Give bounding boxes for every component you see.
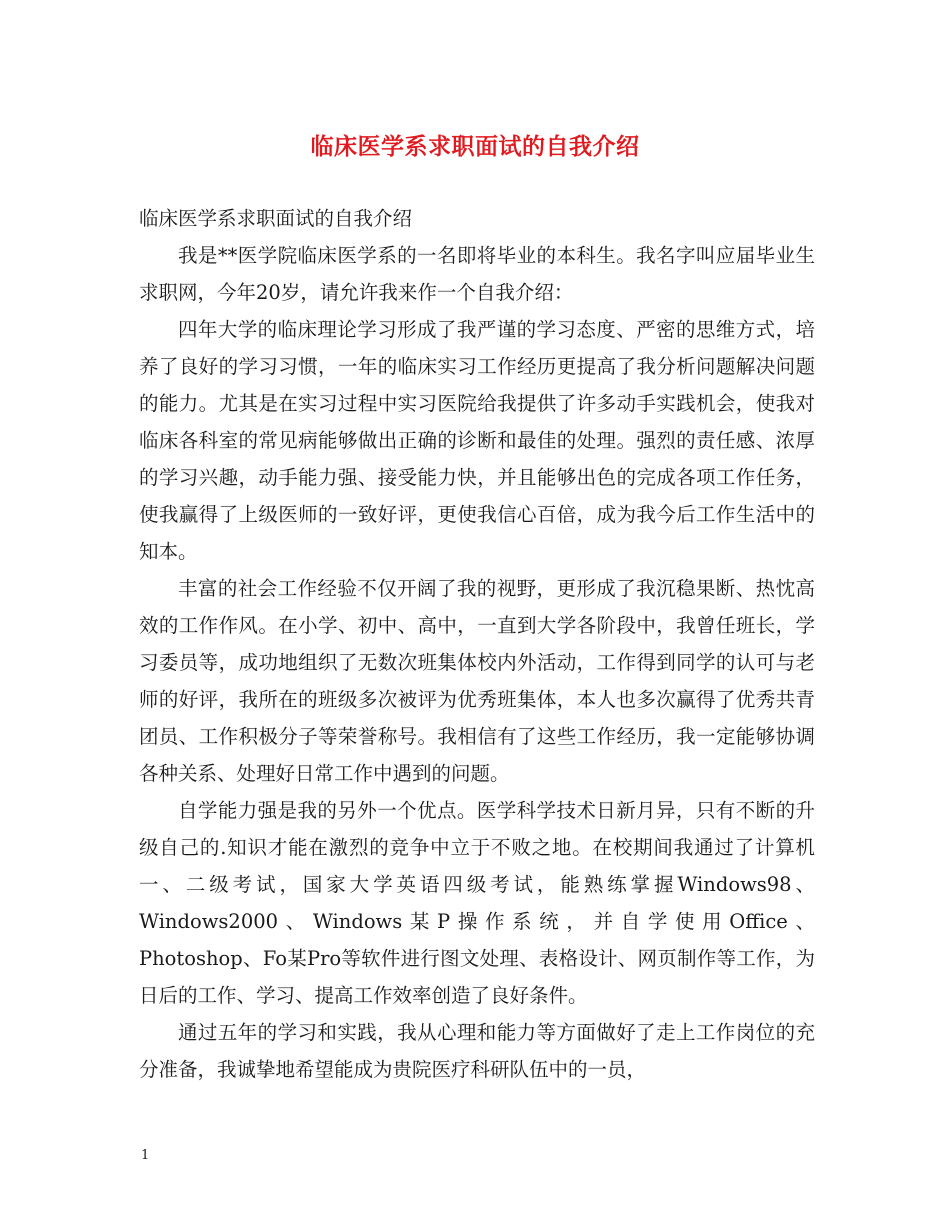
paragraph-conclusion: 通过五年的学习和实践，我从心理和能力等方面做好了走上工作岗位的充分准备，我诚挚地希望能成为贵院医疗科研队伍中的一员， (139, 1021, 815, 1081)
paragraph-intro: 我是**医学院临床医学系的一名即将毕业的本科生。我名字叫应届毕业生求职网，今年20岁，请允许我来作一个自我介绍： (139, 244, 815, 304)
page-number: 1 (141, 1148, 150, 1163)
paragraph-self-learning: 自学能力强是我的另外一个优点。医学科学技术日新月异，只有不断的升级自己的.知识才能在激烈的竞争中立于不败之地。在校期间我通过了计算机一、二级考试，国家大学英语四级考试，能熟练掌握Windows98、Windows2000、Windows某P操作系统，并自学使用Office、Photoshop、Fo某Pro等软件进行图文处理、表格设计、网页制作等工作，为日后的工作、学习、提高工作效率创造了良好条件。 (139, 799, 815, 1007)
document-body (139, 200, 815, 1088)
document-title: 临床医学系求职面试的自我介绍 (310, 134, 640, 160)
paragraph-experience: 丰富的社会工作经验不仅开阔了我的视野，更形成了我沉稳果断、热忱高效的工作作风。在小学、初中、高中，一直到大学各阶段中，我曾任班长，学习委员等，成功地组织了无数次班集体校内外活动，工作得到同学的认可与老师的好评，我所在的班级多次被评为优秀班集体，本人也多次赢得了优秀共青团员、工作积极分子等荣誉称号。我相信有了这些工作经历，我一定能够协调各种关系、处理好日常工作中遇到的问题。 (139, 577, 815, 785)
document-subtitle: 临床医学系求职面试的自我介绍 (139, 207, 413, 230)
paragraph-study: 四年大学的临床理论学习形成了我严谨的学习态度、严密的思维方式，培养了良好的学习习惯，一年的临床实习工作经历更提高了我分析问题解决问题的能力。尤其是在实习过程中实习医院给我提供了许多动手实践机会，使我对临床各科室的常见病能够做出正确的诊断和最佳的处理。强烈的责任感、浓厚的学习兴趣，动手能力强、接受能力快，并且能够出色的完成各项工作任务，使我赢得了上级医师的一致好评，更使我信心百倍，成为我今后工作生活中的知本。 (139, 318, 815, 563)
